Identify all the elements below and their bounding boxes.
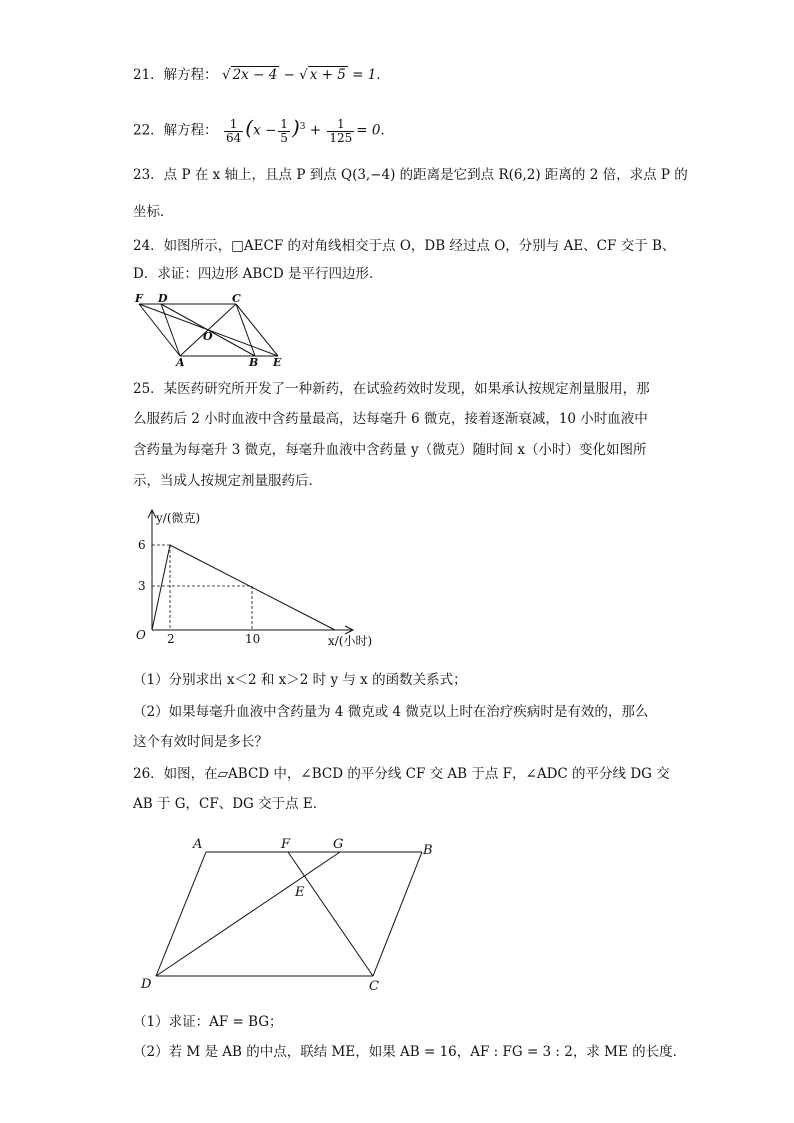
q22-frac1: $\frac{1}{64}$ <box>225 116 242 145</box>
q22-frac3: $\frac{1}{125}$ <box>329 116 353 145</box>
q22-label: 22．解方程： <box>133 122 218 139</box>
q24-label-C: C <box>232 292 241 305</box>
q24-label-B: B <box>249 356 259 368</box>
q25-tick-x10: 10 <box>245 632 261 646</box>
q21-formula: √ 2x − 4 − √ x + 5 = 1 <box>221 67 377 83</box>
q25-origin: O <box>136 628 146 642</box>
q24-label-E: E <box>273 356 282 368</box>
q25-sub1: （1）分别求出 x＜2 和 x＞2 时 y 与 x 的函数关系式； <box>133 672 467 688</box>
q22-line: 22．解方程： $\frac{1}{64}$ (x − $\frac{1}{5}$ )$^3$ + $\frac{1}{125}$ = 0． <box>133 115 394 145</box>
q24-figure <box>133 292 293 368</box>
q25-tick-x2: 2 <box>167 632 175 646</box>
q25-ylabel: y/(微克) <box>156 511 201 525</box>
q25-line4: 示，当成人按规定剂量服药后． <box>133 473 322 489</box>
q26-label-E: E <box>295 885 305 900</box>
q24-line1: 24．如图所示，□AECF 的对角线相交于点 O，DB 经过点 O，分别与 AE、CF 交于 B、 <box>133 238 676 254</box>
q25-line1: 25．某医药研究所开发了一种新药，在试验药效时发现，如果承认按规定剂量服用，那 <box>133 381 650 397</box>
q26-line2: AB 于 G，CF、DG 交于点 E． <box>133 796 327 812</box>
q25-sub2-line1: （2）如果每毫升血液中含药量为 4 微克或 4 微克以上时在治疗疾病时是有效的，那么 <box>133 704 649 720</box>
q26-line1: 26．如图，在▱ABCD 中，∠BCD 的平分线 CF 交 AB 于点 F，∠ADC 的平分线 DG 交 <box>133 766 670 782</box>
q25-line3: 含药量为每毫升 3 微克，每毫升血液中含药量 y（微克）随时间 x（小时）变化如图所 <box>133 442 647 458</box>
q23-line2: 坐标． <box>133 204 174 220</box>
q23-line1: 23．点 P 在 x 轴上，且点 P 到点 Q(3,−4) 的距离是它到点 R(6,2) 距离的 2 倍，求点 P 的 <box>133 167 688 183</box>
q25-tick-y6: 6 <box>138 538 146 552</box>
q24-label-A: A <box>176 356 185 368</box>
q21-line: 21．解方程： √ 2x − 4 − √ x + 5 = 1． <box>133 67 390 83</box>
q25-graph <box>130 505 390 655</box>
q26-label-D: D <box>141 977 152 992</box>
q25-xlabel: x/(小时) <box>328 634 373 648</box>
q26-label-B: B <box>423 843 433 858</box>
q24-label-O: O <box>203 330 213 343</box>
q26-figure <box>135 830 445 995</box>
q25-sub2-line2: 这个有效时间是多长？ <box>133 734 268 750</box>
q26-sub2: （2）若 M 是 AB 的中点，联结 ME，如果 AB = 16，AF : FG = 3 : 2，求 ME 的长度． <box>133 1044 687 1060</box>
q26-label-G: G <box>333 837 344 852</box>
q26-label-A: A <box>193 837 203 852</box>
q25-line2: 么服药后 2 小时血液中含药量最高，达每毫升 6 微克，接着逐渐衰减，10 小时血液中 <box>133 411 648 427</box>
q24-label-F: F <box>135 292 143 305</box>
q26-sub1: （1）求证：AF = BG； <box>133 1014 283 1030</box>
q24-label-D: D <box>158 292 168 305</box>
q26-label-C: C <box>369 979 379 994</box>
q22-frac2: $\frac{1}{5}$ <box>280 116 288 145</box>
q26-label-F: F <box>281 837 291 852</box>
q21-label: 21．解方程： <box>133 67 218 83</box>
q25-tick-y3: 3 <box>138 579 146 593</box>
q24-line2: D．求证：四边形 ABCD 是平行四边形． <box>133 266 383 282</box>
